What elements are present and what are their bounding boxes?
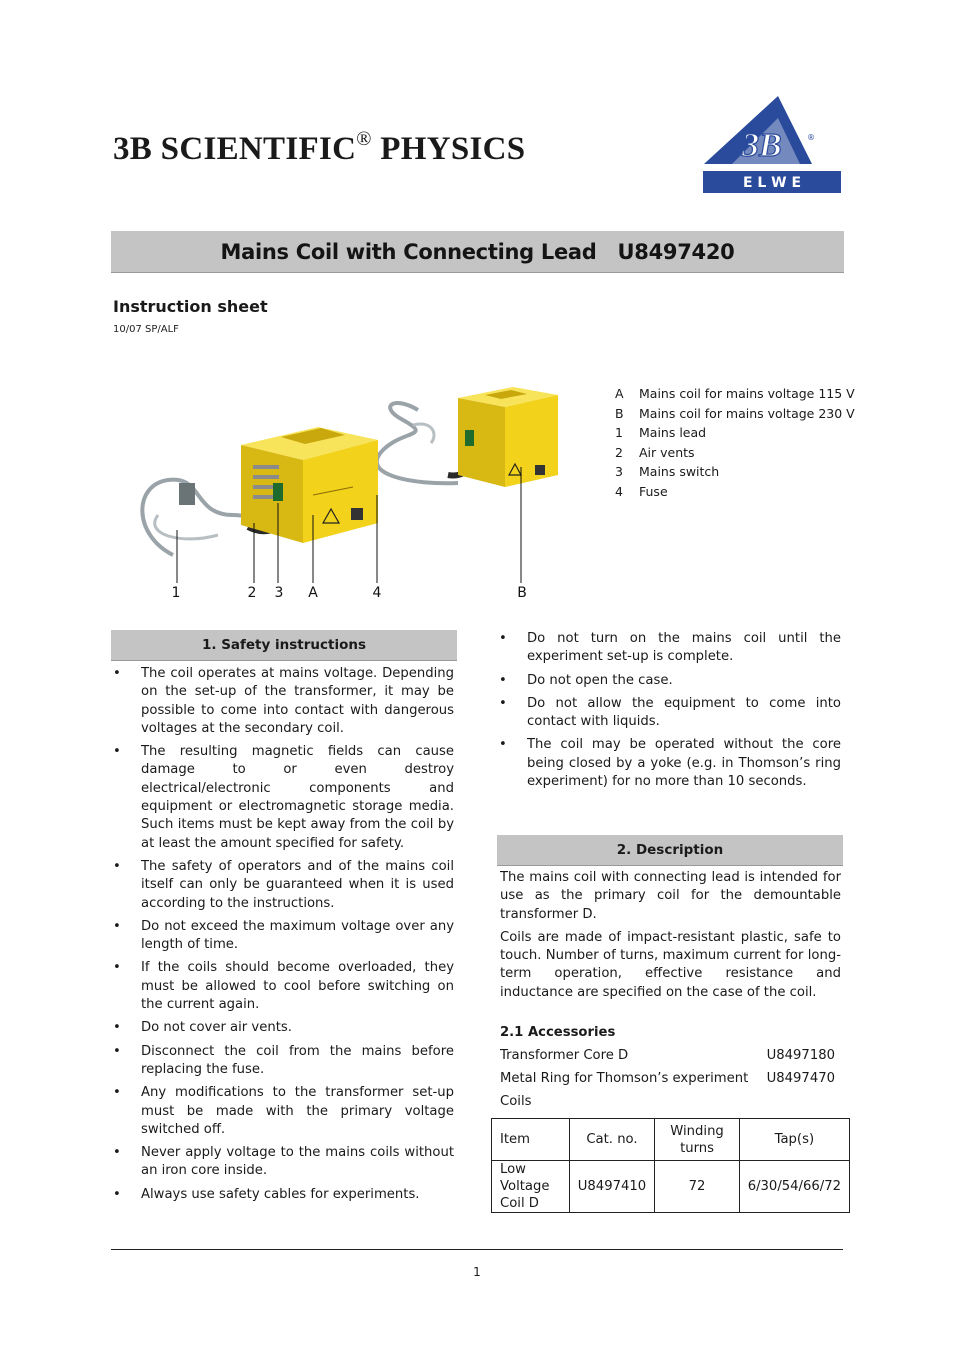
accessory-code: U8497180 <box>766 1048 835 1063</box>
accessory-name: Coils <box>500 1094 532 1109</box>
product-photo <box>113 365 570 608</box>
table-cell: Low Voltage Coil D <box>492 1161 570 1213</box>
brand-subject: PHYSICS <box>371 131 526 167</box>
list-item: • The safety of operators and of the mains coil itself can only be guaranteed when it is used according to the instructions. <box>113 858 454 913</box>
accessories-list <box>500 1047 841 1116</box>
safety-section-heading: 1. Safety instructions <box>111 630 457 661</box>
coils-table <box>491 1118 850 1213</box>
list-item: • Do not exceed the maximum voltage over any length of time. <box>113 918 454 955</box>
sheet-title: Instruction sheet <box>113 297 268 316</box>
3b-elwe-logo <box>702 94 842 194</box>
legend-text: Mains switch <box>639 464 720 480</box>
legend-text: Fuse <box>639 483 668 499</box>
legend-text: Air vents <box>639 444 695 460</box>
accessories-heading: 2.1 Accessories <box>500 1025 616 1040</box>
callout-4: 4 <box>372 585 382 601</box>
coil-b-mains-switch <box>465 430 474 446</box>
legend-item <box>615 482 855 502</box>
legend-item <box>615 443 855 463</box>
legend-item <box>615 404 855 424</box>
list-item: • The coil operates at mains voltage. Depending on the set-up of the transformer, it may be possible to come into contact with dangerous voltages at the secondary coil. <box>113 665 454 738</box>
callout-1: 1 <box>171 585 181 601</box>
legend-item <box>615 384 855 404</box>
list-item: • Disconnect the coil from the mains before replacing the fuse. <box>113 1043 454 1080</box>
description-paragraph: The mains coil with connecting lead is intended for use as the primary coil for the demountable transformer D. <box>500 870 841 922</box>
legend-key: 2 <box>615 444 623 460</box>
document-title-bar <box>111 231 844 273</box>
coil-b-front <box>505 395 558 487</box>
legend-text: Mains coil for mains voltage 115 V <box>639 386 855 401</box>
table-cell: 72 <box>655 1161 739 1213</box>
mains-plug <box>179 483 195 505</box>
legend-key: 1 <box>615 425 623 441</box>
table-cell: U8497410 <box>569 1161 655 1213</box>
logo-registered-mark: ® <box>807 133 815 142</box>
legend-text: Mains coil for mains voltage 230 V <box>639 405 855 421</box>
registered-mark: ® <box>356 128 372 150</box>
safety-list-continued <box>499 630 841 796</box>
callout-2: 2 <box>247 585 257 601</box>
document-title: Mains Coil with Connecting Lead U8497420 <box>220 239 735 264</box>
callout-b: B <box>517 585 527 601</box>
accessory-code: U8497470 <box>766 1071 835 1086</box>
legend-item <box>615 423 855 443</box>
list-item: • If the coils should become overloaded, they must be allowed to cool before switching on the current again. <box>113 959 454 1014</box>
accessory-row <box>500 1070 841 1093</box>
description-body <box>500 869 841 1007</box>
table-header-cell: Cat. no. <box>569 1119 655 1161</box>
brand-title <box>113 128 525 168</box>
legend-key: 4 <box>615 483 623 499</box>
accessory-name: Transformer Core D <box>500 1048 629 1063</box>
accessory-row <box>500 1093 841 1116</box>
list-item: • Do not turn on the mains coil until the experiment set-up is complete. <box>499 630 841 667</box>
table-row <box>492 1161 850 1213</box>
list-item: • Do not cover air vents. <box>113 1019 454 1037</box>
legend-key: A <box>615 386 624 401</box>
accessory-name: Metal Ring for Thomson’s experiment <box>500 1071 749 1086</box>
list-item: • Never apply voltage to the mains coils without an iron core inside. <box>113 1144 454 1181</box>
legend-item <box>615 462 855 482</box>
table-header-cell: Item <box>492 1119 570 1161</box>
table-header-cell: Winding turns <box>655 1119 739 1161</box>
list-item: • The coil may be operated without the core being closed by a yoke (e.g. in Thomson’s ring experiment) for no more than 10 seconds. <box>499 736 841 791</box>
coil-a-mains-switch <box>273 483 283 501</box>
legend-key: 3 <box>615 464 623 480</box>
logo-3b-text: 3B <box>742 127 782 164</box>
coil-b-label-icon <box>535 465 545 475</box>
table-header-cell: Tap(s) <box>739 1119 849 1161</box>
table-cell: 6/30/54/66/72 <box>739 1161 849 1213</box>
list-item: • Do not open the case. <box>499 672 841 690</box>
safety-list <box>113 665 454 1209</box>
page-number: 1 <box>473 1265 481 1279</box>
legend-key: B <box>615 405 624 421</box>
description-section-heading: 2. Description <box>497 835 843 866</box>
logo-elwe-text: E L W E <box>742 175 802 191</box>
accessory-row <box>500 1047 841 1070</box>
coil-a-label-icon <box>351 508 363 520</box>
list-item: • Do not allow the equipment to come into contact with liquids. <box>499 695 841 732</box>
list-item: • Always use safety cables for experiments. <box>113 1186 454 1204</box>
footer-rule <box>111 1249 843 1250</box>
brand-name: 3B SCIENTIFIC <box>113 131 357 167</box>
legend-text: Mains lead <box>639 425 707 441</box>
list-item: • The resulting magnetic fields can cause damage to or even destroy electrical/electronic components and equipment or electromagnetic storage media. Such items must be kept away from the coil by at least the amount specified for safety. <box>113 743 454 853</box>
list-item: • Any modifications to the transformer set-up must be made with the primary voltage switched off. <box>113 1084 454 1139</box>
figure-legend <box>615 384 855 502</box>
description-paragraph: Coils are made of impact-resistant plastic, safe to touch. Number of turns, maximum current for long-term operation, effective resistance and inductance are specified on the case of the coil. <box>500 929 841 1000</box>
table-header-row <box>492 1119 850 1161</box>
callout-a: A <box>308 585 318 601</box>
callout-3: 3 <box>274 585 284 601</box>
sheet-code: 10/07 SP/ALF <box>113 324 179 335</box>
